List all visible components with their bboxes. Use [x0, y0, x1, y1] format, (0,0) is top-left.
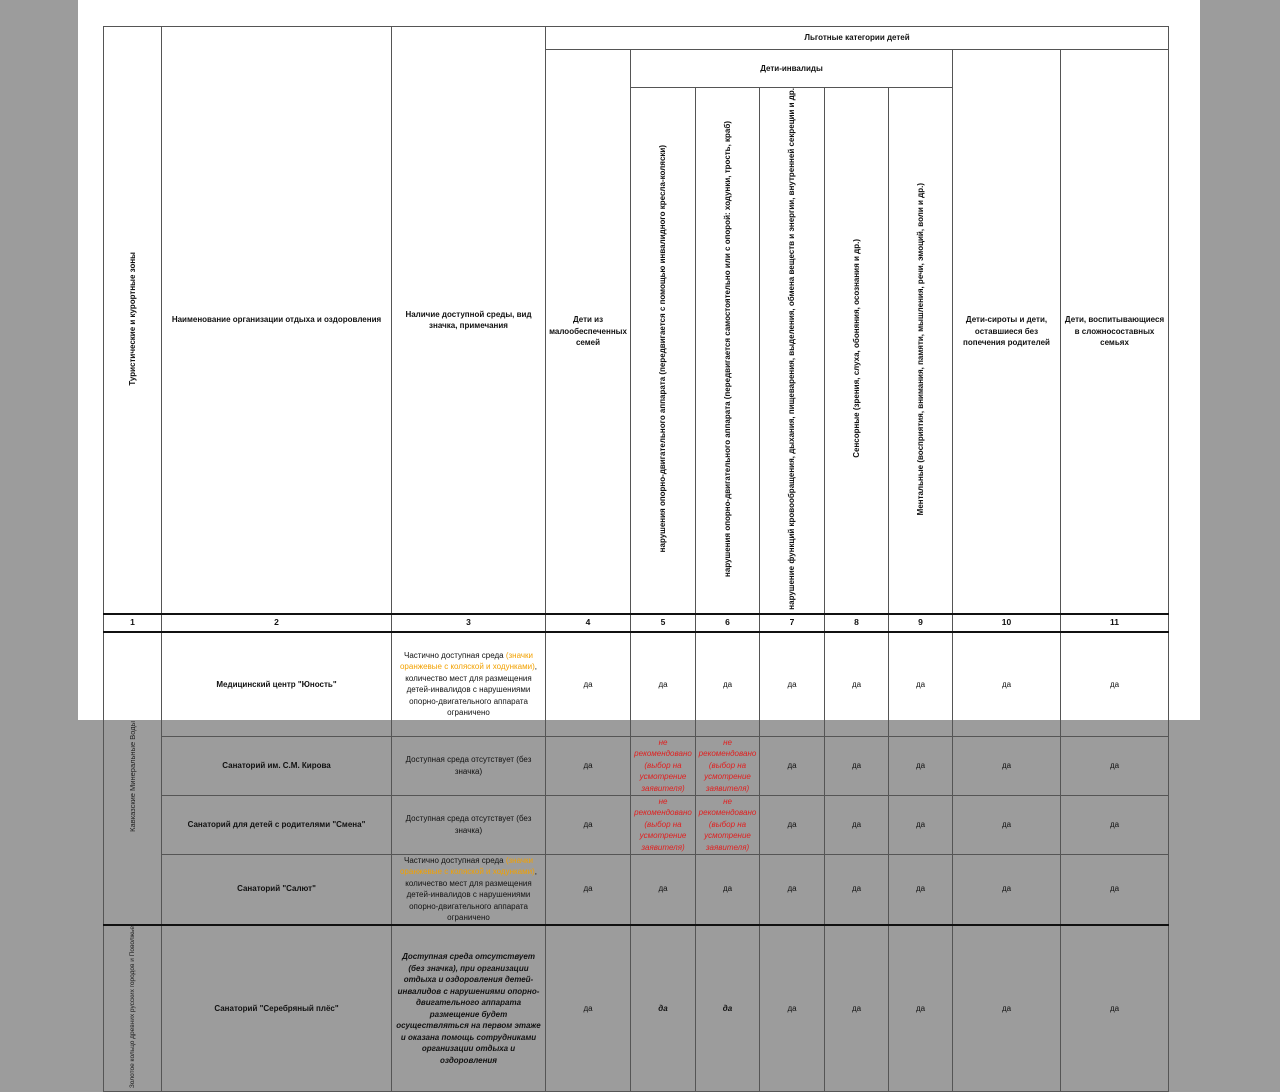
- value-cell: да: [825, 736, 889, 795]
- value-cell: да: [1061, 795, 1169, 854]
- value-cell: да: [1061, 736, 1169, 795]
- value-cell: да: [546, 854, 631, 925]
- header-sub-functions: нарушение функций кровообращения, дыхания, пищеварения, выделения, обмена веществ и энергии, внутренней секреции и др.: [760, 88, 825, 615]
- access-cell: Частично доступная среда (значки оранжевые с коляской и ходунками), количество мест для размещения детей-инвалидов с нарушениями опорно-двигательного аппарата ограничено: [392, 854, 546, 925]
- value-cell: да: [889, 736, 953, 795]
- header-privileged: Льготные категории детей: [546, 27, 1169, 50]
- table-row: [104, 736, 1169, 795]
- col-number: 7: [760, 614, 825, 632]
- value-cell: да: [825, 632, 889, 736]
- header-complex-families: Дети, воспитывающиеся в сложносоставных семьях: [1061, 50, 1169, 615]
- value-cell: да: [696, 632, 760, 736]
- org-name: Санаторий "Салют": [162, 854, 392, 925]
- value-cell: да: [1061, 925, 1169, 1092]
- access-cell: Доступная среда отсутствует (без значка): [392, 795, 546, 854]
- col-number: 10: [953, 614, 1061, 632]
- header-access: Наличие доступной среды, вид значка, примечания: [392, 27, 546, 615]
- col-number: 4: [546, 614, 631, 632]
- value-cell: да: [760, 795, 825, 854]
- org-name: Санаторий им. С.М. Кирова: [162, 736, 392, 795]
- col-number: 2: [162, 614, 392, 632]
- table-row: [104, 632, 1169, 736]
- value-cell: да: [953, 795, 1061, 854]
- value-cell: да: [631, 632, 696, 736]
- header-sub-sensory: Сенсорные (зрения, слуха, обоняния, осознания и др.): [825, 88, 889, 615]
- not-recommended-cell: не рекомендовано (выбор на усмотрение заявителя): [696, 795, 760, 854]
- header-orphans: Дети-сироты и дети, оставшиеся без попечения родителей: [953, 50, 1061, 615]
- value-cell: да: [546, 795, 631, 854]
- value-cell: да: [760, 854, 825, 925]
- col-number: 3: [392, 614, 546, 632]
- value-cell: да: [696, 925, 760, 1092]
- value-cell: да: [1061, 632, 1169, 736]
- not-recommended-cell: не рекомендовано (выбор на усмотрение заявителя): [631, 736, 696, 795]
- org-name: Санаторий "Серебряный плёс": [162, 925, 392, 1092]
- value-cell: да: [953, 632, 1061, 736]
- header-disabled: Дети-инвалиды: [631, 50, 953, 88]
- value-cell: да: [631, 854, 696, 925]
- value-cell: да: [953, 854, 1061, 925]
- org-name: Медицинский центр "Юность": [162, 632, 392, 736]
- header-sub-wheelchair: нарушения опорно-двигательного аппарата (передвигается с помощью инвалидного кресла-коляски): [631, 88, 696, 615]
- value-cell: да: [760, 736, 825, 795]
- zone-cell-kmv: Кавказские Минеральные Воды: [104, 632, 162, 925]
- access-cell: Частично доступная среда (значки оранжевые с коляской и ходунками), количество мест для размещения детей-инвалидов с нарушениями опорно-двигательного аппарата ограничено: [392, 632, 546, 736]
- table-row: [104, 925, 1169, 1092]
- col-number: 9: [889, 614, 953, 632]
- value-cell: да: [953, 736, 1061, 795]
- col-number: 1: [104, 614, 162, 632]
- access-cell: Доступная среда отсутствует (без значка): [392, 736, 546, 795]
- value-cell: да: [546, 632, 631, 736]
- value-cell: да: [631, 925, 696, 1092]
- value-cell: да: [825, 854, 889, 925]
- value-cell: да: [760, 925, 825, 1092]
- header-sub-walker: нарушения опорно-двигательного аппарата (передвигается самостоятельно или с опорой: ходунки, трость, краб): [696, 88, 760, 615]
- org-name: Санаторий для детей с родителями "Смена": [162, 795, 392, 854]
- header-zones: Туристические и курортные зоны: [104, 27, 162, 615]
- col-number: 5: [631, 614, 696, 632]
- header-low-income: Дети из малообеспеченных семей: [546, 50, 631, 615]
- col-number: 8: [825, 614, 889, 632]
- value-cell: да: [760, 632, 825, 736]
- value-cell: да: [889, 925, 953, 1092]
- col-number: 6: [696, 614, 760, 632]
- value-cell: да: [825, 795, 889, 854]
- benefits-table: [103, 26, 1168, 1088]
- col-number: 11: [1061, 614, 1169, 632]
- value-cell: да: [953, 925, 1061, 1092]
- value-cell: да: [889, 854, 953, 925]
- not-recommended-cell: не рекомендовано (выбор на усмотрение заявителя): [631, 795, 696, 854]
- header-sub-mental: Ментальные (восприятия, внимания, памяти, мышления, речи, эмоций, воли и др.): [889, 88, 953, 615]
- value-cell: да: [546, 736, 631, 795]
- value-cell: да: [546, 925, 631, 1092]
- table-row: [104, 854, 1169, 925]
- header-org-name: Наименование организации отдыха и оздоровления: [162, 27, 392, 615]
- table-row: [104, 795, 1169, 854]
- value-cell: да: [1061, 854, 1169, 925]
- value-cell: да: [696, 854, 760, 925]
- value-cell: да: [825, 925, 889, 1092]
- not-recommended-cell: не рекомендовано (выбор на усмотрение заявителя): [696, 736, 760, 795]
- value-cell: да: [889, 632, 953, 736]
- value-cell: да: [889, 795, 953, 854]
- access-cell: Доступная среда отсутствует (без значка), при организации отдыха и оздоровления детей-инвалидов с нарушениями опорно-двигательного аппарата размещение будет осуществляться на первом этаже и оказана помощь сотрудниками организации отдыха и оздоровления: [392, 925, 546, 1092]
- document-page: [78, 0, 1200, 1088]
- zone-cell-golden-ring: Золотое кольцо древних русских городов и Поволжье: [104, 925, 162, 1092]
